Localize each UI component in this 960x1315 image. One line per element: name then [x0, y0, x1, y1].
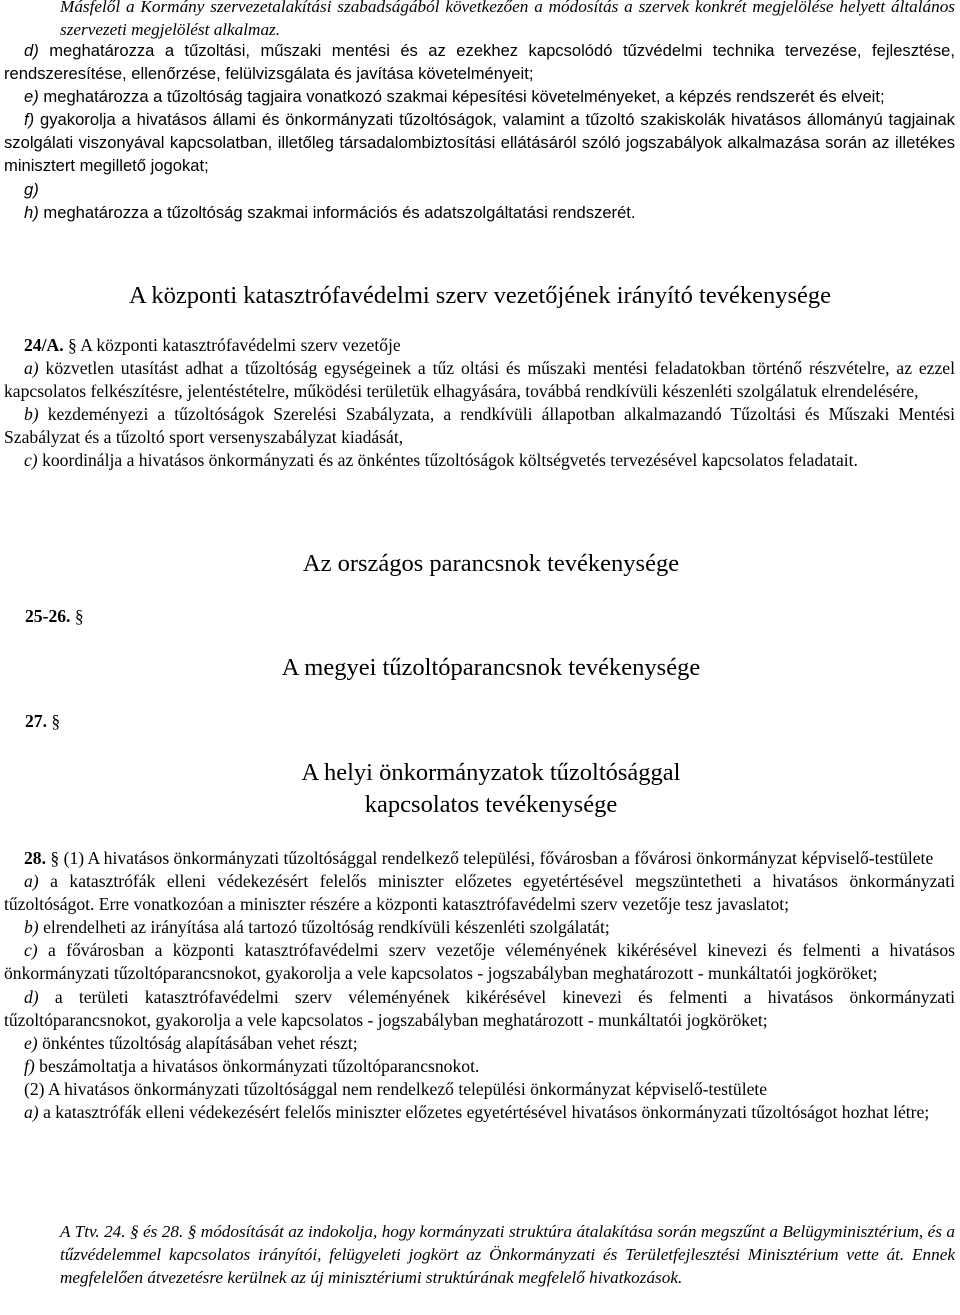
section-24a-a-text: közvetlen utasítást adhat a tűzoltóság egységeinek a tűz oltási és műszaki mentési feladatokban történő részvételre, az ezzel kapcsolatos felkészítésre, jelentéstételre, működési területük elhagyására, továbbá rendkívüli készenléti szolgálatuk elrendelésére, — [4, 358, 955, 402]
section-28-c — [4, 939, 955, 985]
section-28-p1-intro — [4, 847, 955, 870]
section-28-b-letter: b) — [24, 917, 39, 938]
section-28-p2-intro: (2) A hivatásos önkormányzati tűzoltósággal nem rendelkező települési önkormányzat képviselő-testülete — [24, 1078, 768, 1099]
section-28-a — [4, 870, 955, 916]
section-28-p2-a-text: a katasztrófák elleni védekezésért felelős miniszter előzetes egyetértésével hivatásos önkormányzati tűzoltóságot hozhat létre; — [43, 1102, 930, 1123]
item-f — [4, 108, 955, 177]
section-28-p2-a-letter: a) — [24, 1102, 39, 1123]
section-28-p1-intro-text: (1) A hivatásos önkormányzati tűzoltósággal rendelkező települési, fővárosban a fővárosi önkormányzat képviselő-testülete — [63, 848, 934, 868]
section-24a-intro — [4, 334, 955, 357]
section-27 — [25, 710, 60, 733]
section-28-e — [4, 1032, 955, 1055]
section-28-a-letter: a) — [24, 871, 39, 892]
section-28-f-letter: f) — [24, 1055, 35, 1076]
section-28-number: 28. — [24, 848, 46, 868]
section-24a-a-letter: a) — [24, 358, 39, 379]
section-28-d-letter: d) — [24, 986, 39, 1007]
item-g-letter: g) — [24, 179, 39, 199]
section-28-sign: § — [50, 848, 60, 868]
section-28-p2-a — [4, 1101, 955, 1124]
section-28-f — [4, 1055, 955, 1078]
section-28-b-text: elrendelheti az irányítása alá tartozó tűzoltóság rendkívüli készenléti szolgálatát; — [43, 917, 610, 938]
heading-central-authority: A központi katasztrófavédelmi szerv vezetőjének irányító tevékenysége — [128, 282, 832, 309]
section-24a-b-text: kezdeményezi a tűzoltóságok Szerelési Szabályzata, a rendkívüli állapotban alkalmazandó Tűzoltási és Műszaki Mentési Szabályzat és a tűzoltó sport versenyszabályzat kiadását, — [4, 404, 955, 448]
heading-local-government-line1: A helyi önkormányzatok tűzoltósággal — [301, 759, 681, 786]
section-28-a-text: a katasztrófák elleni védekezésért felelős miniszter előzetes egyetértésével megszüntetheti a hivatásos önkormányzati tűzoltóságot. Erre vonatkozóan a miniszter részére a központi katasztrófavédelmi szerv vezetője tesz javaslatot; — [4, 871, 955, 915]
item-h-text: meghatározza a tűzoltóság szakmai információs és adatszolgáltatási rendszerét. — [43, 202, 636, 222]
section-24a-c-text: koordinálja a hivatásos önkormányzati és az önkéntes tűzoltóságok költségvetés tervezésével kapcsolatos feladatait. — [42, 450, 858, 471]
item-d-letter: d) — [24, 41, 39, 60]
section-25-26-sign: § — [74, 606, 84, 626]
item-h-letter: h) — [24, 202, 39, 222]
heading-local-government-line2: kapcsolatos tevékenysége — [364, 791, 618, 818]
item-g — [4, 178, 955, 201]
item-f-letter: f) — [24, 110, 35, 130]
section-28-c-text: a fővárosban a központi katasztrófavédelmi szerv vezetője véleményének kikérésével kinevezi és felmenti a hivatásos önkormányzati tűzoltóparancsnokot, gyakorolja a vele kapcsolatos - jogszabályban meghatározott - munkáltatói jogköröket; — [4, 940, 955, 984]
heading-county-commander: A megyei tűzoltóparancsnok tevékenysége — [281, 654, 701, 681]
top-note: Másfelől a Kormány szervezetalakítási szabadságából következően a módosítás a szervek konkrét megjelölése helyett általános szervezeti megjelölést alkalmaz. — [60, 0, 955, 40]
section-27-sign: § — [51, 711, 61, 731]
section-24a — [4, 334, 955, 473]
section-28-d — [4, 986, 955, 1032]
section-28-c-letter: c) — [24, 940, 38, 961]
item-e-letter: e) — [24, 87, 39, 107]
section-28-e-letter: e) — [24, 1032, 38, 1053]
block-1 — [4, 39, 955, 224]
section-24a-c — [4, 449, 955, 472]
section-25-26-number: 25-26. — [25, 606, 71, 626]
section-24a-b — [4, 403, 955, 449]
section-28-e-text: önkéntes tűzoltóság alapításában vehet részt; — [42, 1032, 358, 1053]
item-f-text: gyakorolja a hivatásos állami és önkormányzati tűzoltóságok, valamint a tűzoltó szakiskolák hivatásos állományú tagjainak szolgálati viszonyával kapcsolatban, illetőleg társadalombiztosítási ellátásáról szóló jogszabályok alkalmazása során az illetékes minisztert megillető jogokat; — [4, 110, 955, 176]
item-h — [4, 201, 955, 224]
item-d-text: meghatározza a tűzoltási, műszaki mentési és az ezekhez kapcsolódó tűzvédelmi technika tervezése, fejlesztése, rendszeresítése, ellenőrzése, felülvizsgálata és javítása követelményeit; — [4, 41, 955, 84]
item-d — [4, 39, 955, 85]
section-28-d-text: a területi katasztrófavédelmi szerv véleményének kikérésével kinevezi és felmenti a hivatásos önkormányzati tűzoltóparancsnokot, gyakorolja a vele kapcsolatos - jogszabályban meghatározott - munkáltatói jogköröket; — [4, 986, 955, 1030]
section-28 — [4, 847, 955, 1124]
section-24a-intro-text: A központi katasztrófavédelmi szerv vezetője — [80, 335, 401, 355]
section-28-f-text: beszámoltatja a hivatásos önkormányzati tűzoltóparancsnokot. — [39, 1055, 480, 1076]
item-e — [4, 85, 955, 108]
bottom-note: A Ttv. 24. § és 28. § módosítását az indokolja, hogy kormányzati struktúra átalakítása során megszűnt a Belügyminisztérium, és a tűzvédelemmel kapcsolatos irányítói, felügyeleti jogkört az Önkormányzati és Területfejlesztési Minisztérium vette át. Ennek megfelelően átvezetésre kerülnek az új minisztériumi struktúrának megfelelő hivatkozások. — [60, 1222, 955, 1288]
section-24a-a — [4, 357, 955, 403]
item-e-text: meghatározza a tűzoltóság tagjaira vonatkozó szakmai képesítési követelményeket, a képzés rendszerét és elveit; — [43, 87, 885, 107]
section-24a-sign: § — [68, 335, 77, 355]
heading-national-commander: Az országos parancsnok tevékenysége — [302, 550, 680, 577]
section-24a-b-letter: b) — [24, 404, 39, 425]
section-24a-number: 24/A. — [24, 335, 64, 355]
section-24a-c-letter: c) — [24, 450, 38, 471]
section-27-number: 27. — [25, 711, 47, 731]
section-28-b — [4, 916, 955, 939]
section-25-26 — [25, 605, 84, 628]
